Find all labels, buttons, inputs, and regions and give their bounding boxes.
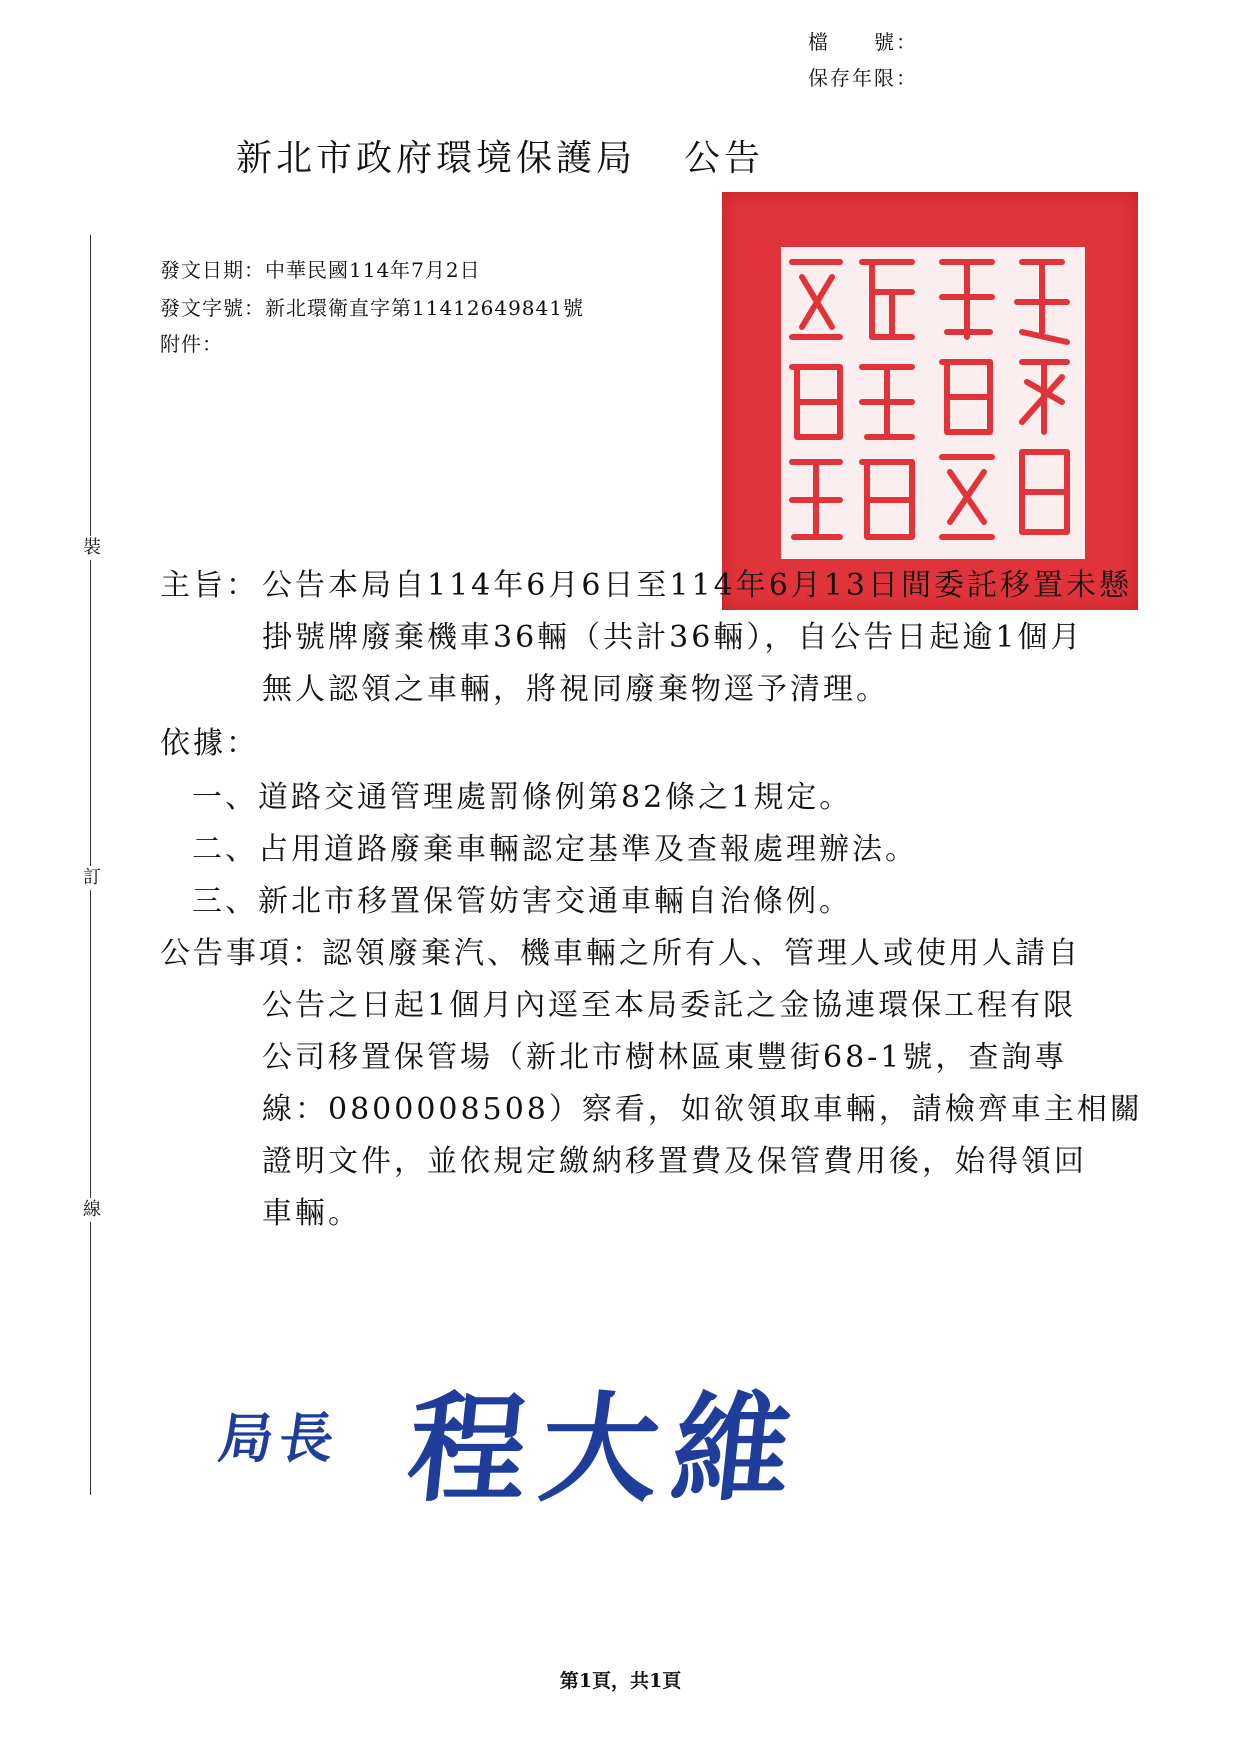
page-title	[0, 130, 1000, 181]
signature-title: 局長	[215, 1406, 345, 1470]
basis-label: 依據：	[160, 726, 259, 761]
file-number-label: 檔 號：	[808, 30, 918, 54]
notice-line-6: 車輛。	[262, 1196, 361, 1231]
document-number: 發文字號：新北環衛直字第11412649841號	[160, 296, 584, 320]
basis-item-1: 一、道路交通管理處罰條例第82條之1規定。	[192, 780, 853, 815]
notice-line-4: 線：0800008508）察看，如欲領取車輛，請檢齊車主相關	[262, 1092, 1143, 1127]
basis-item-3: 三、新北市移置保管妨害交通車輛自治條例。	[192, 884, 852, 919]
official-seal	[722, 192, 1138, 610]
seal-glyphs-icon	[722, 192, 1138, 610]
subject-line-3: 無人認領之車輛，將視同廢棄物逕予清理。	[262, 672, 889, 707]
notice-line-2: 公告之日起1個月內逕至本局委託之金協連環保工程有限	[262, 988, 1077, 1023]
binding-line	[90, 235, 91, 1495]
binding-mark-xian: 線	[80, 1198, 104, 1222]
agency-name: 新北市政府環境保護局	[235, 138, 636, 179]
signature-name: 程大維	[401, 1379, 813, 1518]
issue-date: 發文日期：中華民國114年7月2日	[160, 258, 481, 282]
subject-line-2: 掛號牌廢棄機車36輛（共計36輛），自公告日起逾1個月	[262, 620, 1084, 655]
binding-mark-ding: 訂	[80, 866, 104, 890]
notice-first-line: 認領廢棄汽、機車輛之所有人、管理人或使用人請自	[322, 936, 1081, 971]
subject-line-1: 公告本局自114年6月6日至114年6月13日間委託移置未懸	[262, 568, 1132, 603]
doc-type: 公告	[684, 138, 765, 179]
attachment: 附件：	[160, 332, 223, 356]
retention-period-label: 保存年限：	[808, 66, 918, 90]
notice-line-3: 公司移置保管場（新北市樹林區東豐街68-1號，查詢專	[262, 1040, 1068, 1075]
binding-mark-zhuang: 裝	[80, 536, 104, 560]
basis-item-2: 二、占用道路廢棄車輛認定基準及查報處理辦法。	[192, 832, 918, 867]
subject-label: 主旨：	[160, 568, 259, 603]
notice-line-5: 證明文件，並依規定繳納移置費及保管費用後，始得領回	[262, 1144, 1087, 1179]
retention-period-field	[808, 62, 918, 91]
page-number: 第1頁，共1頁	[559, 1670, 682, 1692]
file-number-field	[808, 26, 918, 55]
notice-label: 公告事項：	[160, 936, 325, 971]
